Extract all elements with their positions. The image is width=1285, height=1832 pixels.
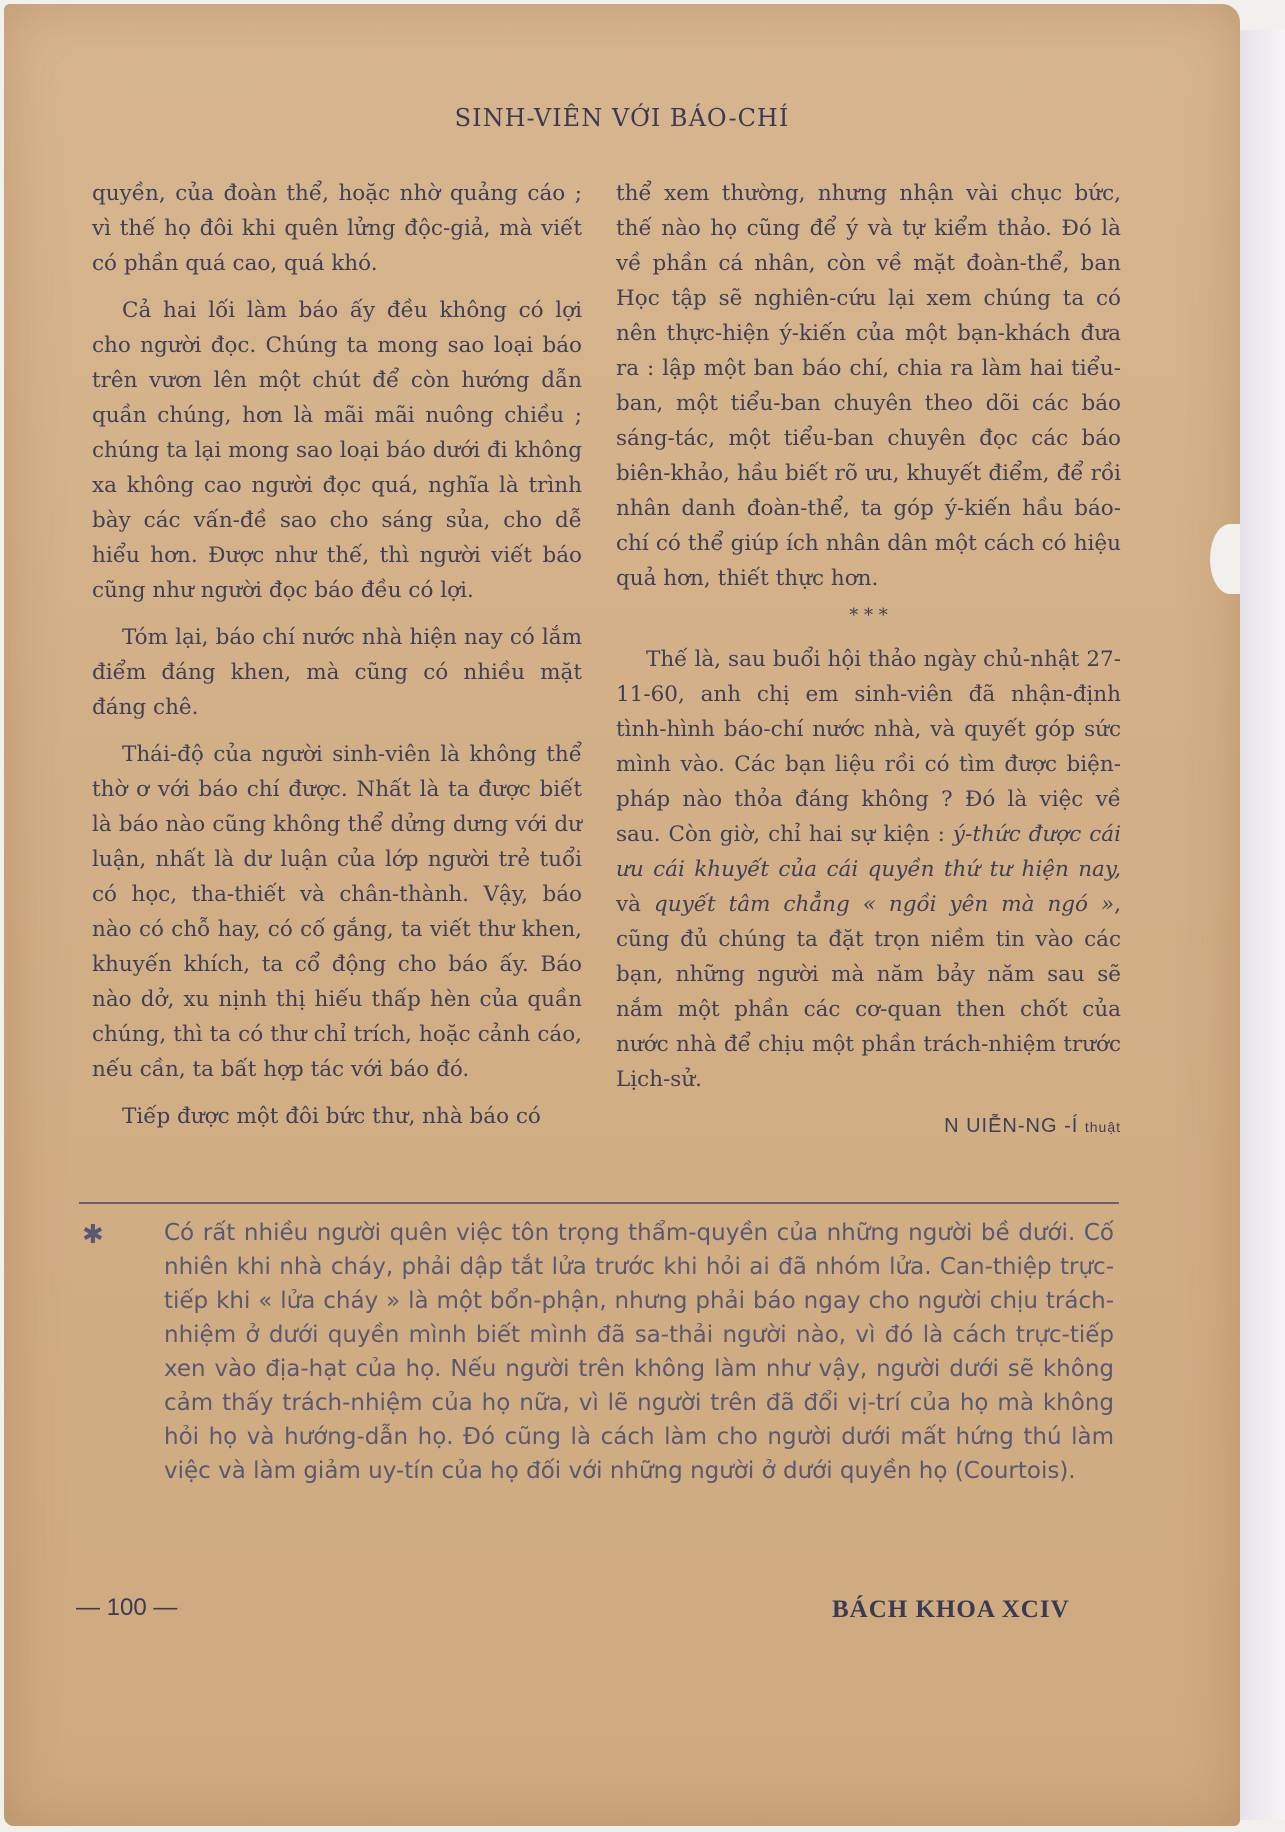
section-separator xyxy=(616,605,1121,626)
author-role: thuật xyxy=(1084,1119,1121,1135)
footnote-divider xyxy=(79,1202,1119,1204)
closing-italic: ý-thức được cái ưu cái khuyết của cái quyền thứ tư hiện nay, xyxy=(616,822,1121,882)
right-column xyxy=(616,176,1121,1145)
closing-italic-2: quyết tâm chẳng « ngồi yên mà ngó » xyxy=(653,892,1115,917)
journal-title: BÁCH KHOA XCIV xyxy=(832,1596,1070,1623)
footnote-text: Có rất nhiều người quên việc tôn trọng thẩm-quyền của những người bề dưới. Cố nhiên khi nhà cháy, phải dập tắt lửa trước khi hỏi ai đã nhóm lửa. Can-thiệp trực-tiếp khi « lửa cháy » là một bổn-phận, nhưng phải báo ngay cho người chịu trách-nhiệm ở dưới quyền mình biết mình đã sa-thải người nào, vì đó là cách trực-tiếp xen vào địa-hạt của họ. Nếu người trên không làm như vậy, người dưới sẽ không cảm thấy trách-nhiệm của họ nữa, vì lẽ người trên đã đổi vị-trí của họ mà không hỏi họ và hướng-dẫn họ. Đó cũng là cách làm cho người dưới mất hứng thú làm việc và làm giảm uy-tín của họ đối với những người ở dưới quyền họ (Courtois). xyxy=(164,1220,1114,1484)
paragraph: quyền, của đoàn thể, hoặc nhờ quảng cáo ; vì thế họ đôi khi quên lửng độc-giả, mà viết có phần quá cao, quá khó. xyxy=(92,181,582,276)
closing-text-end: , cũng đủ chúng ta đặt trọn niềm tin vào các bạn, những người mà năm bảy năm sau sẽ nắm một phần các cơ-quan then chốt của nước nhà để chịu một phần trách-nhiệm trước Lịch-sử. xyxy=(616,892,1121,1092)
page-number: — 100 — xyxy=(76,1594,178,1621)
paragraph: Cả hai lối làm báo ấy đều không có lợi cho người đọc. Chúng ta mong sao loại báo trên vươn lên một chút để còn hướng dẫn quần chúng, hơn là mãi mãi nuông chiều ; chúng ta lại mong sao loại báo dưới đi không xa không cao người đọc quá, nghĩa là trình bày các vấn-đề sao cho sáng sủa, cho dễ hiểu hơn. Được như thế, thì người viết báo cũng như người đọc báo đều có lợi. xyxy=(92,298,582,603)
magazine-page xyxy=(4,4,1240,1826)
paragraph: thể xem thường, nhưng nhận vài chục bức, thế nào họ cũng để ý và tự kiểm thảo. Đó là về phần cá nhân, còn về mặt đoàn-thể, ban Học tập sẽ nghiên-cứu lại xem chúng ta có nên thực-hiện ý-kiến của một bạn-khách đưa ra : lập một ban báo chí, chia ra làm hai tiểu-ban, một tiểu-ban chuyên theo dõi các báo sáng-tác, một tiểu-ban chuyên đọc các báo biên-khảo, hầu biết rõ ưu, khuyết điểm, để rồi nhân danh đoàn-thể, ta góp ý-kiến hầu báo-chí có thể giúp ích nhân dân một cách có hiệu quả hơn, thiết thực hơn. xyxy=(616,181,1121,591)
footnote-asterisk-icon: ✱ xyxy=(82,1220,104,1250)
left-column xyxy=(92,176,582,1146)
closing-text: Thế là, sau buổi hội thảo ngày chủ-nhật 27-11-60, anh chị em sinh-viên đã nhận-định tình-hình báo-chí nước nhà, và quyết góp sức mình vào. Các bạn liệu rồi có tìm được biện-pháp nào thỏa đáng không ? Đó là việc về sau. Còn giờ, chỉ hai sự kiện : xyxy=(616,647,1121,847)
paragraph: Tiếp được một đôi bức thư, nhà báo có xyxy=(122,1104,541,1129)
scan-background-edge xyxy=(1240,30,1285,1820)
author-name: N UIỄN-NG -Í xyxy=(944,1115,1079,1137)
closing-mid: và xyxy=(616,892,654,917)
separator-stars: * * * xyxy=(849,605,888,626)
closing-paragraph xyxy=(616,642,1121,1097)
running-title: SINH-VIÊN VỚI BÁO-CHÍ xyxy=(454,104,790,132)
author-signature xyxy=(616,1109,1121,1145)
paragraph: Tóm lại, báo chí nước nhà hiện nay có lắm điểm đáng khen, mà cũng có nhiều mặt đáng chê. xyxy=(92,625,582,720)
paragraph: Thái-độ của người sinh-viên là không thể thờ ơ với báo chí được. Nhất là ta được biết là báo nào cũng không thể dửng dưng với dư luận, nhất là dư luận của lớp người trẻ tuổi có học, tha-thiết và chân-thành. Vậy, báo nào có chỗ hay, có cố gắng, ta viết thư khen, khuyến khích, ta cổ động cho báo ấy. Báo nào dở, xu nịnh thị hiếu thấp hèn của quần chúng, thì ta có thư chỉ trích, hoặc cảnh cáo, nếu cần, ta bất hợp tác với báo đó. xyxy=(92,742,582,1082)
